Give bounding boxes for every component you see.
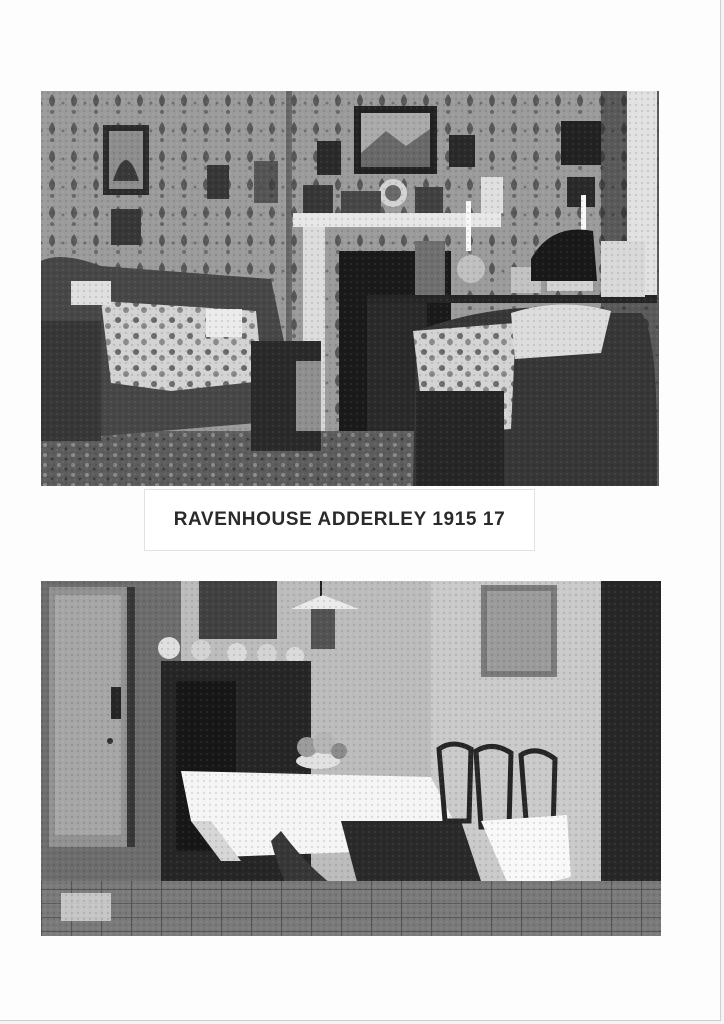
- dining-room-image: [41, 581, 661, 936]
- caption-label: [144, 489, 535, 551]
- sitting-room-image: [41, 91, 659, 486]
- caption-text: RAVENHOUSE ADDERLEY 1915 17: [173, 509, 506, 530]
- dining-room-photo: [41, 581, 661, 936]
- sitting-room-photo: [41, 91, 659, 486]
